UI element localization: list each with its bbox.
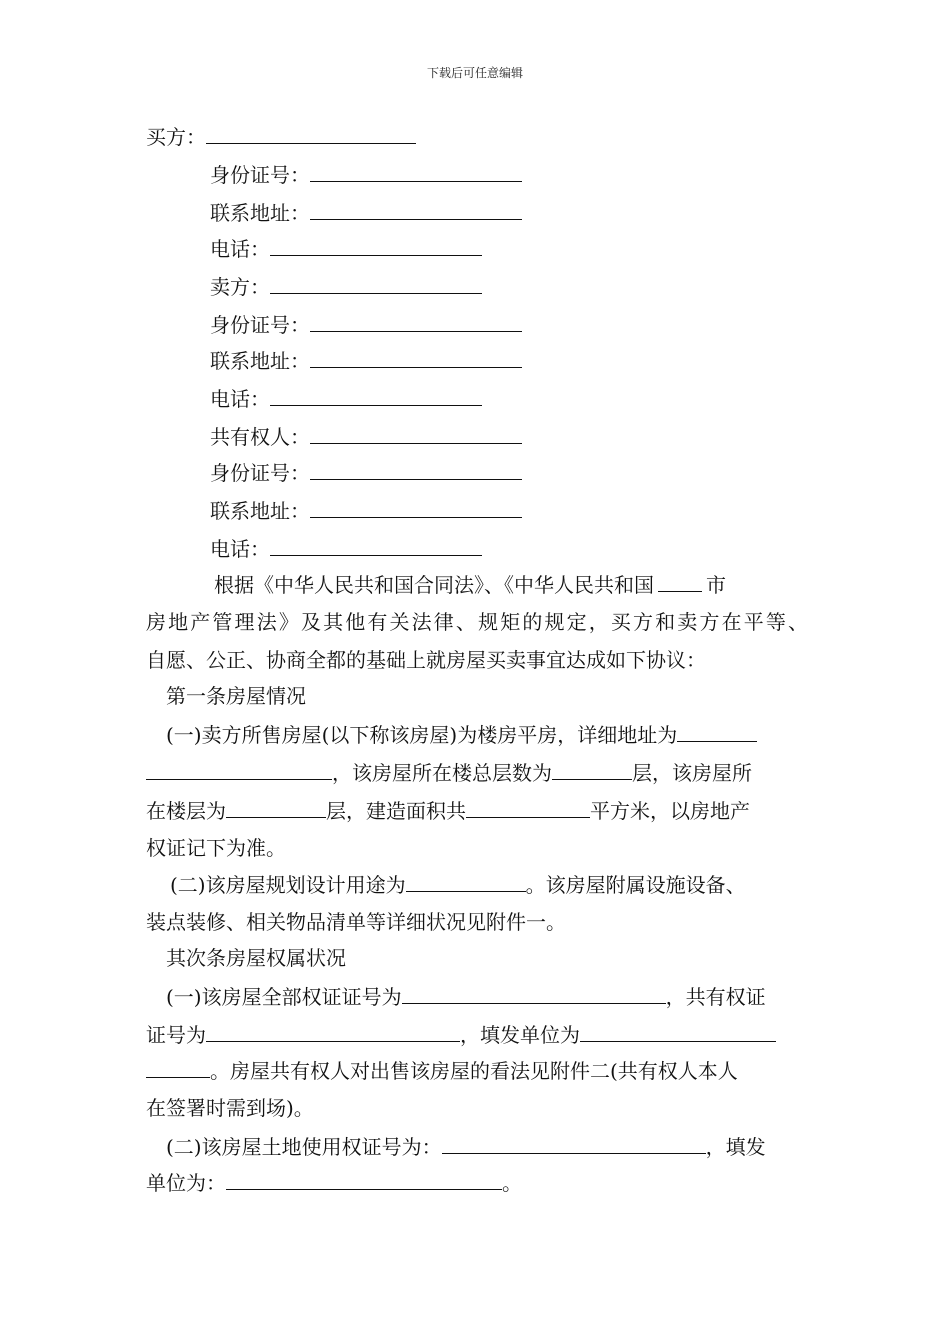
seller-phone-label: 电话：	[210, 387, 270, 411]
seller-address-row	[210, 346, 522, 374]
coowner-address-blank[interactable]	[310, 496, 522, 518]
page-header-note: 下载后可任意编辑	[426, 66, 523, 80]
article-1-clause-1-line-3	[146, 796, 750, 824]
area-text: 层，建造面积共	[326, 799, 466, 823]
seller-row	[210, 272, 482, 300]
cert-number-blank[interactable]	[402, 982, 666, 1004]
article-2-clause-1-line-1	[166, 982, 766, 1010]
seller-label: 卖方：	[210, 275, 270, 299]
issuer-text: ，填发单位为	[460, 1023, 580, 1047]
area-unit-text: 平方米，以房地产	[590, 799, 750, 823]
article-1-clause-1-line-2	[146, 758, 752, 786]
article-1-clause-1-line-4: 权证记下为准。	[146, 836, 286, 860]
usage-text: (二)该房屋规划设计用途为	[170, 873, 406, 897]
coowner-id-blank[interactable]	[310, 458, 522, 480]
article-1-clause-1-text: (一)卖方所售房屋(以下称该房屋)为楼房平房，详细地址为	[166, 723, 678, 747]
address-blank-2[interactable]	[146, 758, 332, 780]
article-2-clause-1-line-2	[146, 1020, 776, 1048]
address-blank-1[interactable]	[677, 720, 757, 742]
article-2-title: 其次条房屋权属状况	[166, 946, 346, 970]
total-floors-text: ，该房屋所在楼总层数为	[332, 761, 552, 785]
floor-level-text: 在楼层为	[146, 799, 226, 823]
issuer-blank-1[interactable]	[580, 1020, 776, 1042]
area-blank[interactable]	[466, 796, 590, 818]
issuer-blank-2[interactable]	[146, 1056, 210, 1078]
total-floors-blank[interactable]	[552, 758, 632, 780]
coowner-blank[interactable]	[310, 422, 522, 444]
buyer-address-label: 联系地址：	[210, 201, 310, 225]
city-blank[interactable]	[658, 570, 702, 592]
buyer-address-row	[210, 198, 522, 226]
seller-id-label: 身份证号：	[210, 313, 310, 337]
coowner-id-row	[210, 458, 522, 486]
buyer-label: 买方：	[146, 125, 206, 149]
article-1-title: 第一条房屋情况	[166, 684, 306, 708]
coowner-address-label: 联系地址：	[210, 499, 310, 523]
land-issuer-label: 单位为：	[146, 1171, 226, 1195]
preamble-line-1	[214, 570, 726, 598]
land-cert-text: (二)该房屋土地使用权证号为：	[166, 1135, 442, 1159]
floor-level-blank[interactable]	[226, 796, 326, 818]
preamble-text-1a: 根据《中华人民共和国合同法》、《中华人民共和国	[214, 573, 654, 597]
land-issuer-blank[interactable]	[226, 1168, 502, 1190]
usage-suffix-text: 。该房屋附属设施设备、	[525, 873, 746, 897]
article-1-clause-2-line-2: 装点装修、相关物品清单等详细状况见附件一。	[146, 910, 566, 934]
coowner-phone-label: 电话：	[210, 537, 270, 561]
coown-cert-number-blank[interactable]	[206, 1020, 460, 1042]
preamble-line-2: 房地产管理法》及其他有关法律、规矩的规定，买方和卖方在平等、	[146, 610, 808, 634]
floor-suffix-text: 层，该房屋所	[632, 761, 752, 785]
article-2-clause-1-line-4: 在签署时需到场)。	[146, 1096, 314, 1120]
coowner-address-row	[210, 496, 522, 524]
seller-phone-blank[interactable]	[270, 384, 482, 406]
seller-id-row	[210, 310, 522, 338]
seller-id-blank[interactable]	[310, 310, 522, 332]
coowner-label: 共有权人：	[210, 425, 310, 449]
seller-blank[interactable]	[270, 272, 482, 294]
article-1-clause-2-line-1	[170, 870, 746, 898]
coowner-row	[210, 422, 522, 450]
buyer-address-blank[interactable]	[310, 198, 522, 220]
buyer-id-blank[interactable]	[310, 160, 522, 182]
buyer-id-label: 身份证号：	[210, 163, 310, 187]
article-2-clause-2-line-2	[146, 1168, 522, 1196]
buyer-row	[146, 122, 416, 150]
preamble-line-3: 自愿、公正、协商全都的基础上就房屋买卖事宜达成如下协议：	[146, 648, 706, 672]
buyer-phone-row	[210, 234, 482, 262]
preamble-text-1b: 市	[706, 573, 726, 597]
coowner-id-label: 身份证号：	[210, 461, 310, 485]
land-cert-blank[interactable]	[442, 1132, 706, 1154]
coowner-phone-row	[210, 534, 482, 562]
seller-phone-row	[210, 384, 482, 412]
coown-cert-number-text: 证号为	[146, 1023, 206, 1047]
cert-number-text: (一)该房屋全部权证证号为	[166, 985, 402, 1009]
buyer-phone-label: 电话：	[210, 237, 270, 261]
coowner-opinion-text: 。房屋共有权人对出售该房屋的看法见附件二(共有权人本人	[210, 1059, 738, 1083]
seller-address-label: 联系地址：	[210, 349, 310, 373]
buyer-id-row	[210, 160, 522, 188]
article-2-clause-1-line-3	[146, 1056, 738, 1084]
buyer-phone-blank[interactable]	[270, 234, 482, 256]
coown-cert-text: ，共有权证	[665, 985, 766, 1009]
buyer-blank[interactable]	[206, 122, 416, 144]
article-1-clause-1-line-1	[166, 720, 757, 748]
land-issuer-end: 。	[502, 1171, 522, 1195]
article-2-clause-2-line-1	[166, 1132, 766, 1160]
land-issuer-text: ，填发	[705, 1135, 766, 1159]
usage-blank[interactable]	[406, 870, 526, 892]
seller-address-blank[interactable]	[310, 346, 522, 368]
coowner-phone-blank[interactable]	[270, 534, 482, 556]
